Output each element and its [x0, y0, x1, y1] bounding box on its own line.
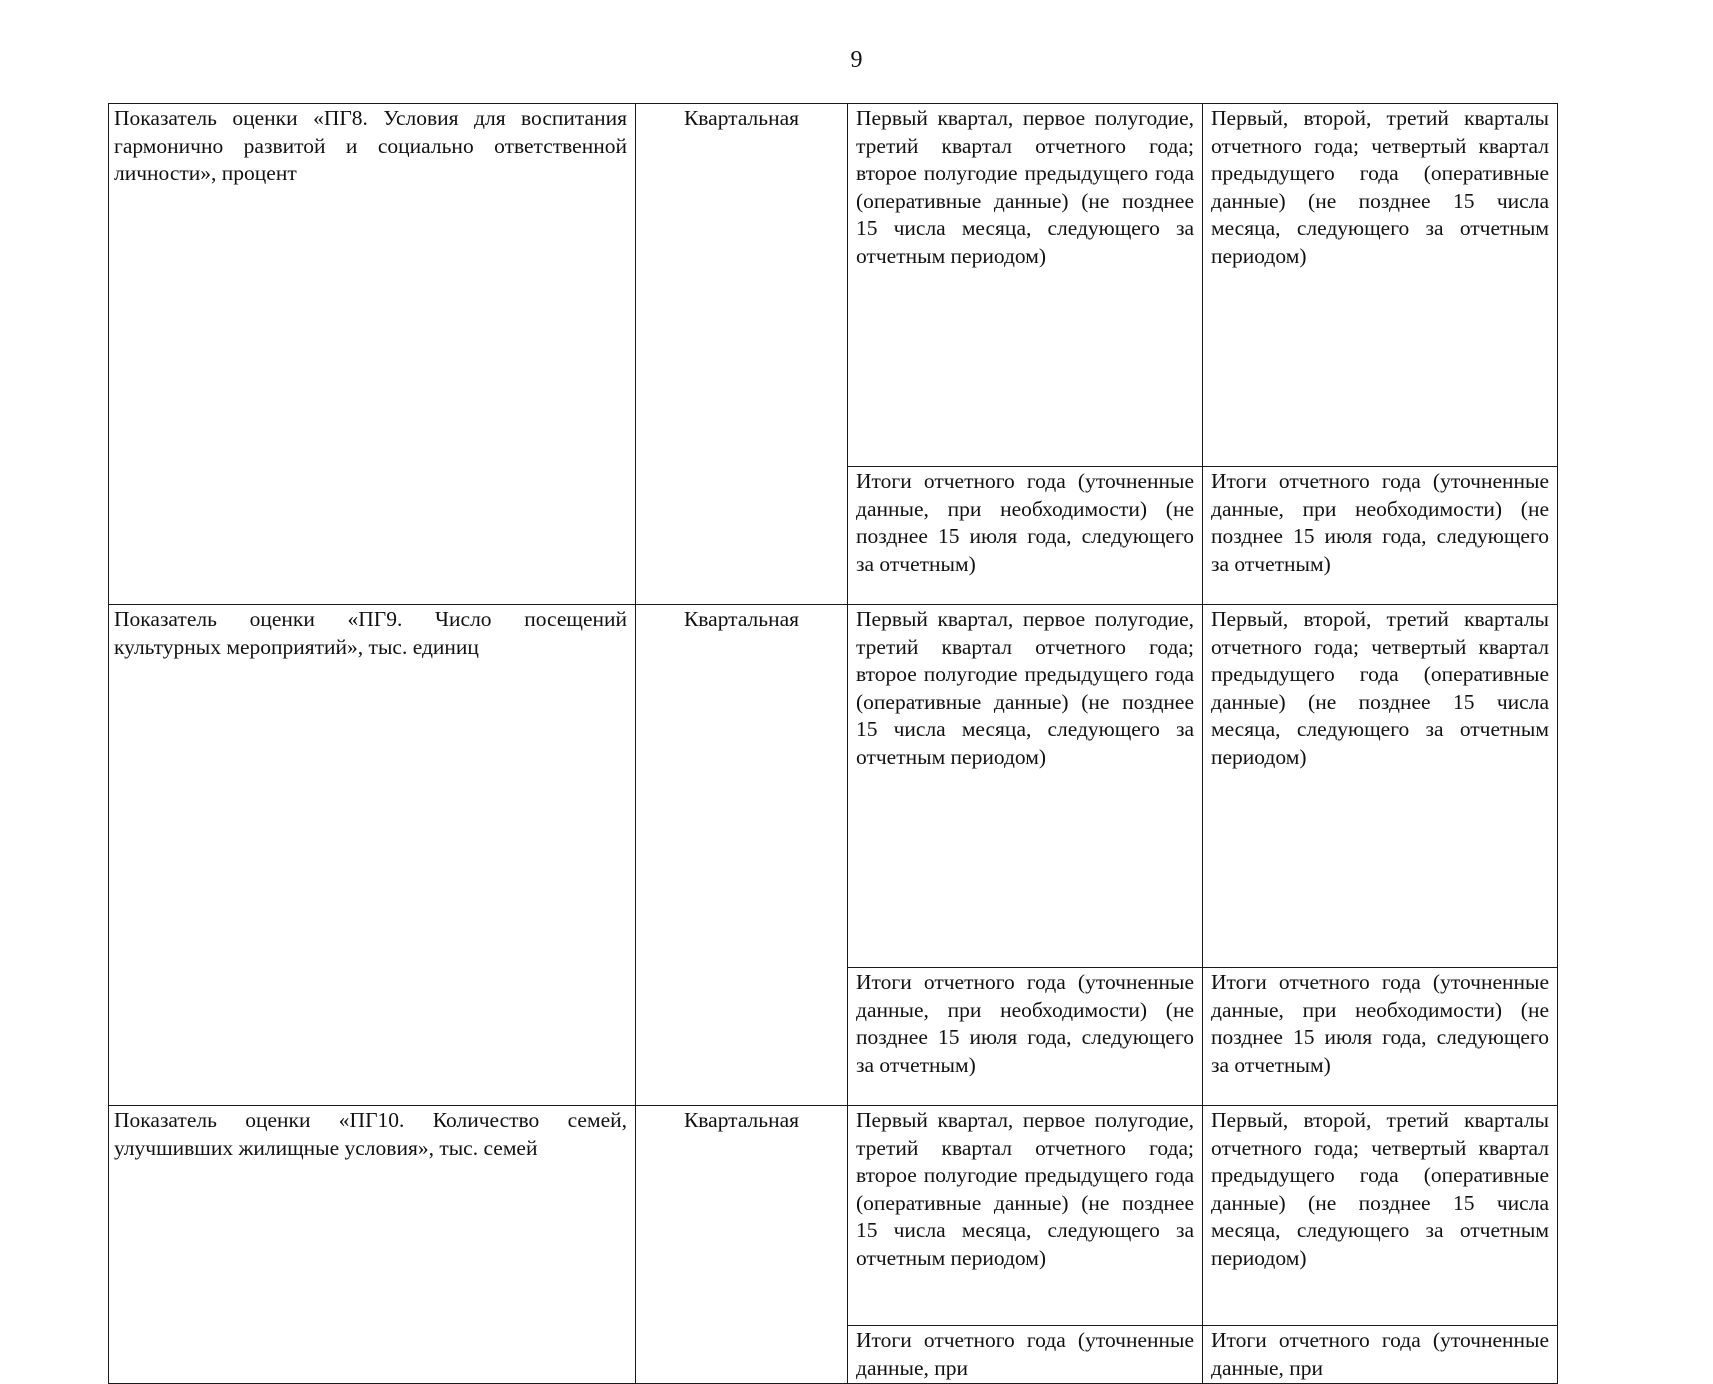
indicator-cell: Показатель оценки «ПГ9. Число посещений культурных мероприятий», тыс. единиц	[109, 605, 636, 1106]
final-deadline-cell: Итоги отчетного года (уточненные данные, при необходимости) (не позднее 15 июля года, следующего за отчетным)	[1203, 968, 1558, 1106]
operative-period-cell: Первый квартал, первое полугодие, третий квартал отчетного года; второе полугодие предыдущего года (оперативные данные) (не позднее 15 числа месяца, следующего за отчетным периодом)	[848, 605, 1203, 968]
page-number: 9	[850, 47, 863, 73]
table-row	[109, 104, 1558, 467]
final-deadline-cell: Итоги отчетного года (уточненные данные, при необходимости) (не позднее 15 июля года, следующего за отчетным)	[1203, 467, 1558, 605]
operative-deadline-cell: Первый, второй, третий кварталы отчетного года; четвертый квартал предыдущего года (оперативные данные) (не позднее 15 числа месяца, следующего за отчетным периодом)	[1203, 104, 1558, 467]
final-deadline-text: Итоги отчетного года (уточненные данные, при	[1211, 1328, 1549, 1380]
table-row	[109, 1106, 1558, 1326]
indicators-table	[108, 103, 1558, 1384]
final-period-text: Итоги отчетного года (уточненные данные, при	[856, 1328, 1194, 1380]
frequency-cell: Квартальная	[636, 104, 848, 605]
table-row	[109, 605, 1558, 968]
final-period-cell: Итоги отчетного года (уточненные данные, при необходимости) (не позднее 15 июля года, следующего за отчетным)	[848, 467, 1203, 605]
indicator-cell: Показатель оценки «ПГ10. Количество семей, улучшивших жилищные условия», тыс. семей	[109, 1106, 636, 1384]
operative-deadline-cell: Первый, второй, третий кварталы отчетного года; четвертый квартал предыдущего года (оперативные данные) (не позднее 15 числа месяца, следующего за отчетным периодом)	[1203, 1106, 1558, 1326]
frequency-cell: Квартальная	[636, 605, 848, 1106]
final-period-cell	[848, 1326, 1203, 1384]
operative-deadline-cell: Первый, второй, третий кварталы отчетного года; четвертый квартал предыдущего года (оперативные данные) (не позднее 15 числа месяца, следующего за отчетным периодом)	[1203, 605, 1558, 968]
indicator-cell: Показатель оценки «ПГ8. Условия для воспитания гармонично развитой и социально ответственной личности», процент	[109, 104, 636, 605]
final-period-cell: Итоги отчетного года (уточненные данные, при необходимости) (не позднее 15 июля года, следующего за отчетным)	[848, 968, 1203, 1106]
frequency-cell: Квартальная	[636, 1106, 848, 1384]
operative-period-cell: Первый квартал, первое полугодие, третий квартал отчетного года; второе полугодие предыдущего года (оперативные данные) (не позднее 15 числа месяца, следующего за отчетным периодом)	[848, 104, 1203, 467]
final-deadline-cell	[1203, 1326, 1558, 1384]
operative-period-cell: Первый квартал, первое полугодие, третий квартал отчетного года; второе полугодие предыдущего года (оперативные данные) (не позднее 15 числа месяца, следующего за отчетным периодом)	[848, 1106, 1203, 1326]
